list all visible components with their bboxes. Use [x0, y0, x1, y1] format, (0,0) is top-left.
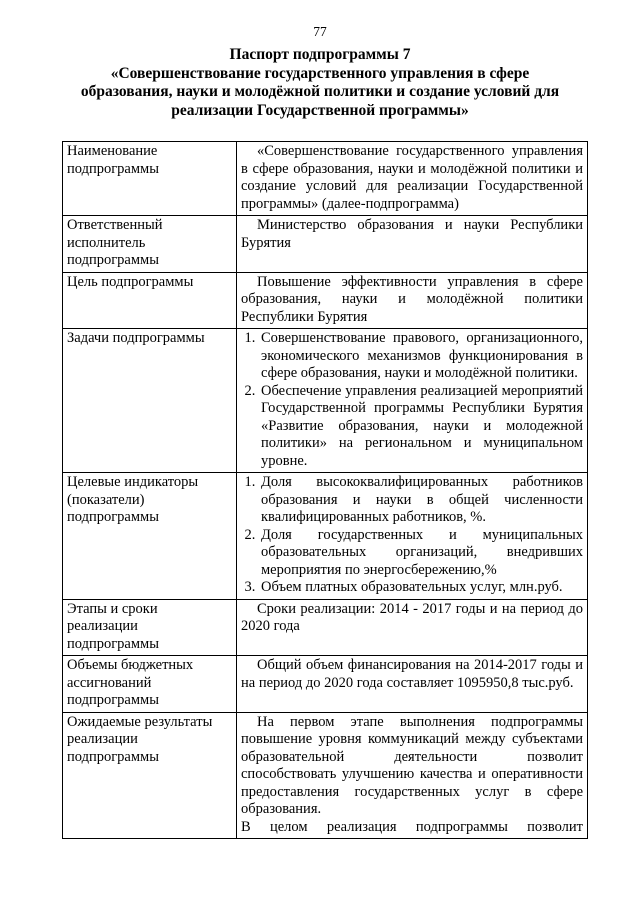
row-label: Задачи подпрограммы — [63, 329, 237, 473]
table-row — [63, 142, 588, 216]
row-text: «Совершенствование государственного управления в сфере образования, науки и молодёжной политики и создание условий для реализации Государственной программы» (далее-подпрограмма) — [241, 143, 583, 212]
indicator-list — [241, 474, 583, 597]
list-item: 3. Объем платных образовательных услуг, млн.руб. — [259, 579, 583, 597]
row-text: На первом этапе выполнения подпрограммы повышение уровня коммуникаций между субъектами образовательной деятельности позволит способствовать улучшению качества и оперативности предоставления государственных услуг в сфере образования. — [241, 713, 583, 817]
passport-table — [62, 141, 588, 839]
row-content — [237, 712, 588, 839]
table-row — [63, 712, 588, 839]
list-item: 2. Обеспечение управления реализацией мероприятий Государственной программы Республики Бурятия «Развитие образования, науки и молодежной политики» на региональном и муниципальном уровне. — [259, 383, 583, 471]
row-content — [237, 473, 588, 600]
table-row — [63, 329, 588, 473]
row-label: Ожидаемые результаты реализации подпрограммы — [63, 712, 237, 839]
row-content — [237, 599, 588, 656]
heading-line: реализации Государственной программы» — [171, 101, 469, 119]
list-item: 1. Совершенствование правового, организационного, экономического механизмов функционирования в сфере образования, науки и молодёжной политики. — [259, 330, 583, 383]
row-content — [237, 656, 588, 713]
table-row — [63, 216, 588, 273]
row-label: Объемы бюджетных ассигнований подпрограммы — [63, 656, 237, 713]
row-content — [237, 142, 588, 216]
row-label: Этапы и сроки реализации подпрограммы — [63, 599, 237, 656]
row-label: Цель подпрограммы — [63, 272, 237, 329]
row-text: Повышение эффективности управления в сфере образования, науки и молодёжной политики Республики Бурятия — [241, 273, 583, 325]
row-label: Наименование подпрограммы — [63, 142, 237, 216]
row-content — [237, 216, 588, 273]
page-number: 77 — [313, 24, 327, 39]
document-heading — [40, 46, 600, 120]
row-label: Ответственный исполнитель подпрограммы — [63, 216, 237, 273]
heading-line: «Совершенствование государственного управления в сфере — [110, 64, 530, 82]
row-text: Сроки реализации: 2014 - 2017 годы и на период до 2020 года — [241, 600, 583, 634]
table-row — [63, 656, 588, 713]
row-text: Общий объем финансирования на 2014-2017 годы и на период до 2020 года составляет 1095950,8 тыс.руб. — [241, 657, 583, 691]
task-list — [241, 330, 583, 470]
heading-line: образования, науки и молодёжной политики и создание условий для — [80, 83, 560, 100]
list-item: 1. Доля высококвалифицированных работников образования и науки в общей численности квалифицированных работников, %. — [259, 474, 583, 527]
row-content — [237, 329, 588, 473]
row-label: Целевые индикаторы (показатели) подпрограммы — [63, 473, 237, 600]
table-row — [63, 473, 588, 600]
row-text-continued: В целом реализация подпрограммы позволит — [241, 818, 583, 835]
table-row — [63, 272, 588, 329]
row-text: Министерство образования и науки Республики Бурятия — [241, 217, 583, 251]
table-row — [63, 599, 588, 656]
list-item: 2. Доля государственных и муниципальных образовательных организаций, внедривших мероприятия по энергосбережению,% — [259, 527, 583, 580]
heading-line: Паспорт подпрограммы 7 — [229, 46, 411, 63]
row-content — [237, 272, 588, 329]
